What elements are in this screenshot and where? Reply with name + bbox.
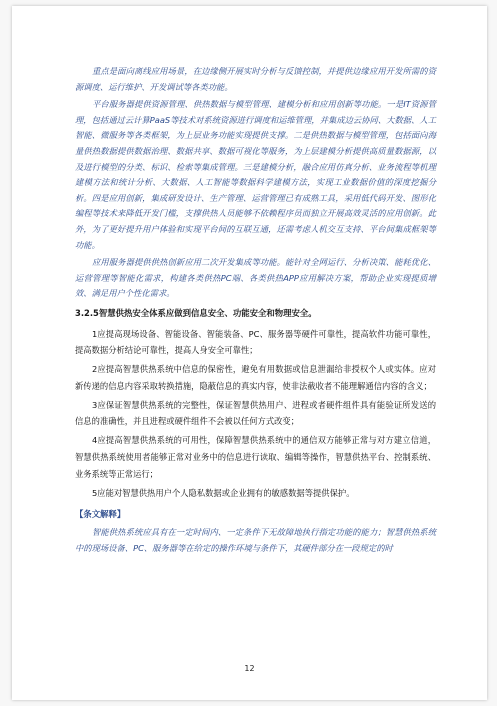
- paragraph-edge-computing: 重点是面向离线应用场景，在边缘侧开展实时分析与反馈控制，并提供边缘应用开发所需的资源调度、运行维护、开发调试等各类功能。: [75, 66, 436, 92]
- section-item-4: 4应提高智慧供热系统的可用性，保障智慧供热系统中的通信双方能够正常与对方建立信道，智慧供热系统使用者能够正常对业务中的信息进行读取、编辑等操作，智慧供热平台、控制系统、业务系统等正常运行；: [75, 435, 436, 479]
- page-number: 12: [244, 664, 255, 673]
- section-item-5: 5应能对智慧供热用户个人隐私数据或企业拥有的敏感数据等提供保护。: [92, 487, 355, 498]
- notes-label: 【条文解释】: [75, 509, 126, 520]
- page-content: [75, 64, 436, 556]
- section-item-1: 1应提高现场设备、智能设备、智能装备、PC、服务器等硬件可靠性，提高软件功能可靠性，提高数据分析结论可靠性，提高人身安全可靠性；: [75, 328, 436, 356]
- section-item-3: 3应保证智慧供热系统的完整性，保证智慧供热用户、进程或者硬件组件具有能验证所发送的信息的准确性，并且进程或硬件组件不会被以任何方式改变；: [75, 399, 436, 427]
- paragraph-platform-server: 平台服务器提供资源管理、供热数据与模型管理、建模分析和应用创新等功能。一是IT资源管理，包括通过云计算PaaS等技术对系统资源进行调度和运维管理，并集成边云协同、大数据、人工智能、微服务等各类框架，为上层业务功能实现提供支撑。二是供热数据与模型管理，包括面向海量供热数据提供数据治理、数据共享、数据可视化等服务，为上层建模分析提供高质量数据源，以及进行模型的分类、标识、检索等集成管理。三是建模分析，融合应用仿真分析、业务流程等机理建模方法和统计分析、大数据、人工智能等数据科学建模方法，实现工业数据价值的深度挖掘分析。四是应用创新，集成研发设计、生产管理、运营管理已有成熟工具，采用低代码开发、图形化编程等技术来降低开发门槛，支撑供热人员能够不依赖程序员而独立开展高效灵活的应用创新。此外，为了更好提升用户体验和实现平台间的互联互通，还需考虑人机交互支持、平台间集成框架等功能。: [75, 99, 436, 250]
- section-heading-3-2-5: 3.2.5智慧供热安全体系应做到信息安全、功能安全和物理安全。: [75, 307, 317, 318]
- section-item-2: 2应提高智慧供热系统中信息的保密性，避免有用数据或信息泄漏给非授权个人或实体。应对新传递的信息内容采取转换措施，隐蔽信息的真实内容，使非法截收者不能理解通信内容的含义；: [75, 364, 436, 391]
- notes-text: 智能供热系统应具有在一定时间内、一定条件下无故障地执行指定功能的能力；智慧供热系统中的现场设备、PC、服务器等在给定的操作环境与条件下，其硬件部分在一段规定的时: [75, 527, 436, 553]
- paragraph-application-server: 应用服务器提供供热创新应用二次开发集成等功能。能针对全网运行、分析决策、能耗优化、运营管理等智能化需求，构建各类供热PC端、各类供热APP应用解决方案，帮助企业实现提质增效、满足用户个性化需求。: [75, 257, 436, 299]
- document-page: [12, 6, 487, 700]
